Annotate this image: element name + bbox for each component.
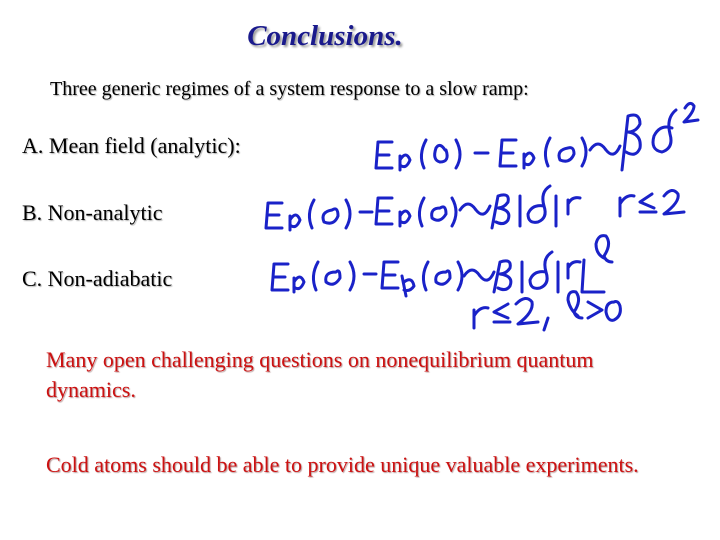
handwritten-formula-a — [376, 103, 698, 170]
regime-c-label: C. Non-adiabatic — [22, 266, 173, 291]
regime-b-label: B. Non-analytic — [22, 200, 163, 225]
slide-title: Conclusions. — [247, 20, 403, 52]
note-cold-atoms: Cold atoms should be able to provide unique valuable experiments. — [46, 452, 639, 477]
slide-subtitle: Three generic regimes of a system response to a slow ramp: — [50, 78, 529, 100]
note-open-questions: Many open challenging questions on nonequilibrium quantum dynamics. — [46, 347, 594, 402]
handwritten-formula-b — [266, 186, 684, 230]
handwritten-conditions-c — [474, 292, 620, 330]
regime-a-label: A. Mean field (analytic): — [22, 133, 241, 158]
handwritten-formula-c — [272, 236, 612, 296]
